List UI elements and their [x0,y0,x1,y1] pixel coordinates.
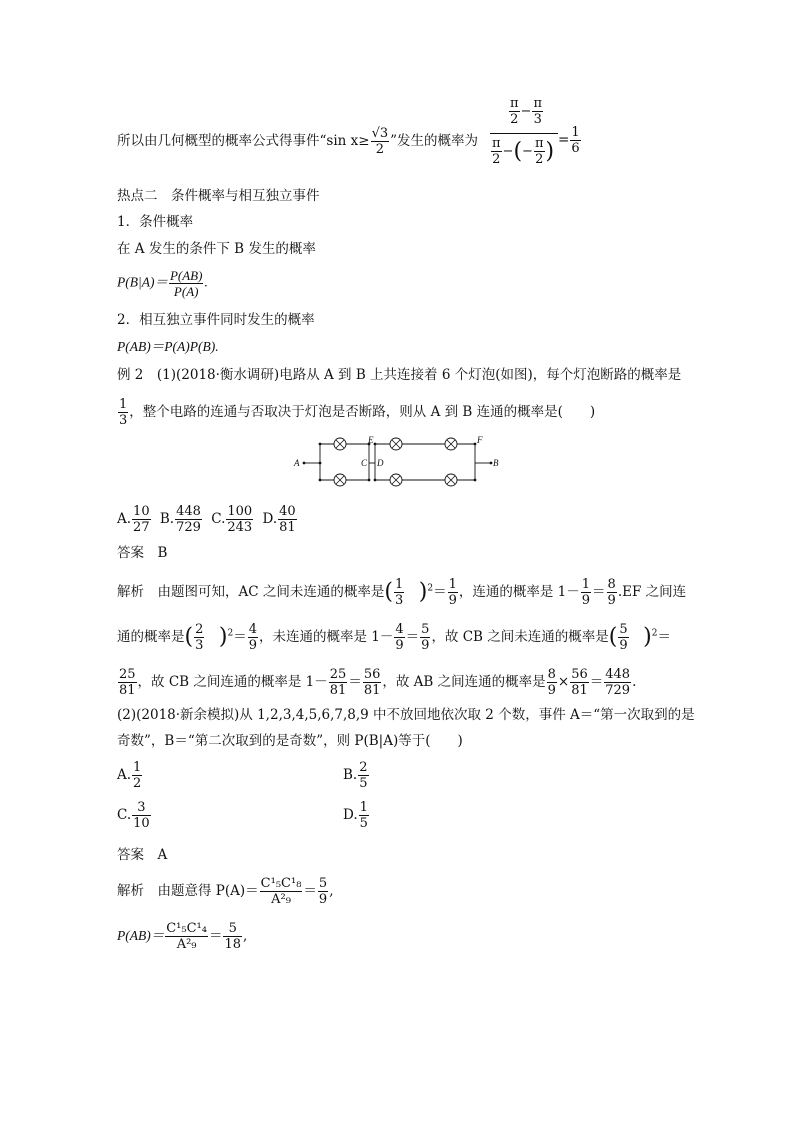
option-a[interactable]: A. $\frac{10}{27}$ [117,504,150,535]
sin-x: sin x [326,133,359,149]
label-C: C [361,458,368,468]
label-B: B [493,458,499,468]
part2-line2: 奇数”，B＝“第二次取到的是奇数”，则 P(B|A)等于( ) [117,733,463,749]
nested-fraction [490,96,558,174]
label-A: A [294,458,300,468]
frac-main-bar [490,133,558,134]
option-d[interactable]: D. $\frac{40}{81}$ [262,504,296,535]
example-label: 例 2 [117,367,144,383]
solution1-line1: 解析 由题图可知，AC 之间未连通的概率是( $\frac{1}{3}$ )$^2$＝ $\frac{1}{9}$ ，连通的概率是 1－ $\frac{1}{9}$ ＝ $\frac{8}{9}$ .EF 之间连 [117,577,687,608]
label-F: F [477,435,483,445]
result-eq: = $\frac{1}{6}$ [558,125,580,156]
item1-title: 1．条件概率 [117,214,194,230]
answer2: 答案 A [117,847,168,863]
formula-conditional: P(B|A)＝ $\frac{P(AB)}{P(A)}$ . [117,268,208,299]
geq-sign: ≥ [358,133,370,149]
bulb-icon [445,474,457,486]
frac-top: $\frac{\pi}{2}$ − $\frac{\pi}{3}$ [510,96,542,127]
option2-b[interactable]: B. $\frac{2}{5}$ [343,760,368,791]
answer1: 答案 B [117,545,168,561]
circuit-diagram [290,432,510,492]
bulb-icon [445,438,457,450]
option2-d[interactable]: D. $\frac{1}{5}$ [343,800,368,831]
item1-text: 在 A 发生的条件下 B 发生的概率 [117,241,316,257]
solution2-line2: P(AB)＝ $\frac{\text{C¹₅C¹₄}}{\text{A²₉}}$ ＝ $\frac{5}{18}$ , [117,921,248,952]
sqrt3-over-2: $\frac{√3}{2}$ [371,126,389,157]
section-heading: 热点二 条件概率与相互独立事件 [117,188,320,204]
bulb-icon [390,438,402,450]
example-text: (1)(2018·衡水调研)电路从 A 到 B 上共连接着 6 个灯泡(如图)，每个灯泡断路的概率是 [156,367,682,383]
label-D: D [377,458,384,468]
bulb-icon [334,438,346,450]
item2-title: 2．相互独立事件同时发生的概率 [117,312,315,328]
intro-text: 所以由几何概型的概率公式得事件“ [117,133,327,149]
solution1-line3: $\frac{25}{81}$ ，故 CB 之间连通的概率是 1－ $\frac{25}{81}$ ＝ $\frac{56}{81}$ ，故 AB 之间连通的概率是 $\frac{8}{9}$ × $\frac{56}{81}$ ＝ $\frac{448}{729}$ . [119,667,637,698]
example2-line2: $\frac{1}{3}$ ，整个电路的连通与否取决于灯泡是否断路，则从 A 到 B 连通的概率是( ) [119,397,596,428]
solution1-line2: 通的概率是( $\frac{2}{3}$ )$^2$＝ $\frac{4}{9}$ ，未连通的概率是 1－ $\frac{4}{9}$ ＝ $\frac{5}{9}$ ，故 CB 之间未连通的概率是( $\frac{5}{9}$ )$^2$＝ [117,622,671,653]
bulb-icon [390,474,402,486]
options-row-1 [117,504,298,535]
part2-line1: (2)(2018·新余模拟)从 1,2,3,4,5,6,7,8,9 中不放回地依次取 2 个数，事件 A＝“第一次取到的是 [117,707,695,723]
intro-mid-text: ”发生的概率为 [390,133,479,149]
solution2-line1: 解析 由题意得 P(A)＝ $\frac{\text{C¹₅C¹₈}}{\text{A²₉}}$ ＝ $\frac{5}{9}$ , [117,876,334,907]
frac-bottom: $\frac{\pi}{2}$ −(− $\frac{\pi}{2}$ ) [492,136,555,167]
formula-independent: P(AB)＝P(A)P(B). [117,339,219,354]
probability-intro-line [117,126,478,157]
label-E: E [368,435,374,445]
bulb-icon [334,474,346,486]
option2-a[interactable]: A. $\frac{1}{2}$ [117,760,142,791]
option-c[interactable]: C. $\frac{100}{243}$ [211,504,253,535]
option2-c[interactable]: C. $\frac{3}{10}$ [117,800,150,831]
example2-line1 [117,366,681,384]
option-b[interactable]: B. $\frac{448}{729}$ [159,504,201,535]
